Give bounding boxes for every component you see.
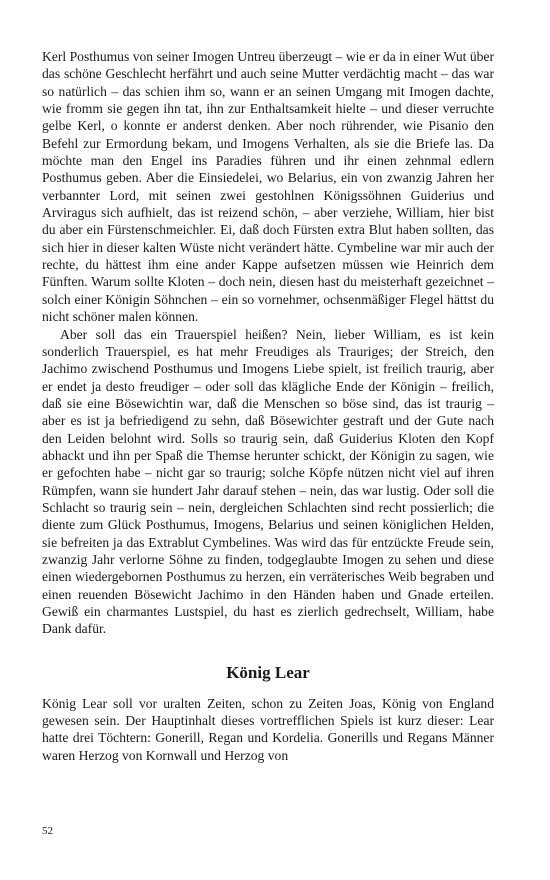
section-heading: König Lear bbox=[226, 662, 310, 682]
body-paragraph: Aber soll das ein Trauerspiel heißen? Nein, lieber William, es ist kein sonderlich Trauerspiel, es hat mehr Freudiges als Trauriges; der Streich, den Jachimo zwischend Posthumus und Imogens Liebe spielt, ist freilich traurig, aber er endet ja desto freudiger – oder soll das klägliche Ende der Königin – freilich, daß sie eine Bösewichtin war, daß die Menschen so böse sind, das ist traurig – aber es ist ja befriedigend zu sehn, daß Bösewichter gestraft und der Gute nach den Leiden belohnt wird. Solls so traurig sein, daß Guiderius Kloten den Kopf abhackt und ihn per Spaß die Themse herunter schickt, der Königin zu sagen, wie er gefochten habe – nicht gar so traurig; solche Köpfe nützen nicht viel auf ihren Rümpfen, wann sie hundert Jahr darauf stehen – nein, das war lustig. Oder soll die Schlacht so traurig sein – nein, dergleichen Schlachten sind recht possierlich; die diente zum Glück Posthumus, Imogens, Belarius und seinen königlichen Helden, sie befreiten ja das Extrablut Cymbelines. Was wird das für entzückte Freude sein, zwanzig Jahr verlorne Söhne zu finden, todgeglaubte Imogen zu sehen und diese einen wiedergebornen Posthumus zu herzen, ein verräterisches Weib begraben und einen reuenden Bösewicht Jachimo in den Händen haben und Gnade erteilen. Gewiß ein charmantes Lustspiel, du hast es zierlich gedrechselt, William, habe Dank dafür. bbox=[42, 326, 494, 637]
book-page bbox=[42, 48, 494, 764]
page-number: 52 bbox=[42, 825, 53, 837]
body-paragraph: Kerl Posthumus von seiner Imogen Untreu überzeugt – wie er da in einer Wut über das schöne Geschlecht herfährt und auch seine Mutter verdächtig macht – das war so natürlich – das schien ihm so, wann er an seinen Umgang mit Imogen dachte, wie fromm sie gegen ihn tat, ihn zur Enthaltsamkeit hielte – und dieser verruchte gelbe Kerl, o konnte er anderst denken. Aber noch rührender, wie Pisanio den Befehl zur Ermordung bekam, und Imogens Verhalten, als sie die Briefe las. Da möchte man den Engel ins Paradies führen und ihr einen zehnmal edlern Posthumus geben. Aber die Einsiedelei, wo Belarius, ein von zwanzig Jahren her verbannter Lord, mit seinen zwei gestohlnen Königssöhnen Guiderius und Arviragus sich aufhielt, das ist reizend schön, – aber verziehe, William, hier bist du aber ein Fürstenschmeichler. Ei, daß doch Fürsten extra Blut haben sollten, das sich hier in dieser kalten Wüste nicht verändert hätte. Cymbeline war mir auch der rechte, du hättest ihm eine ander Kappe aufsetzen müssen wie Heinrich dem Fünften. Warum sollte Kloten – doch nein, diesen hast du meisterhaft gezeichnet – solch einer Königin Söhnchen – ein so vornehmer, ochsenmäßiger Flegel hättst du nicht schöner malen können. bbox=[42, 49, 494, 325]
body-paragraph: König Lear soll vor uralten Zeiten, schon zu Zeiten Joas, König von England gewesen sein. Der Hauptinhalt dieses vortrefflichen Spiels ist kurz dieser: Lear hatte drei Töchtern: Gonerill, Regan und Kordelia. Gonerills und Regans Männer waren Herzog von Kornwall und Herzog von bbox=[42, 695, 494, 763]
